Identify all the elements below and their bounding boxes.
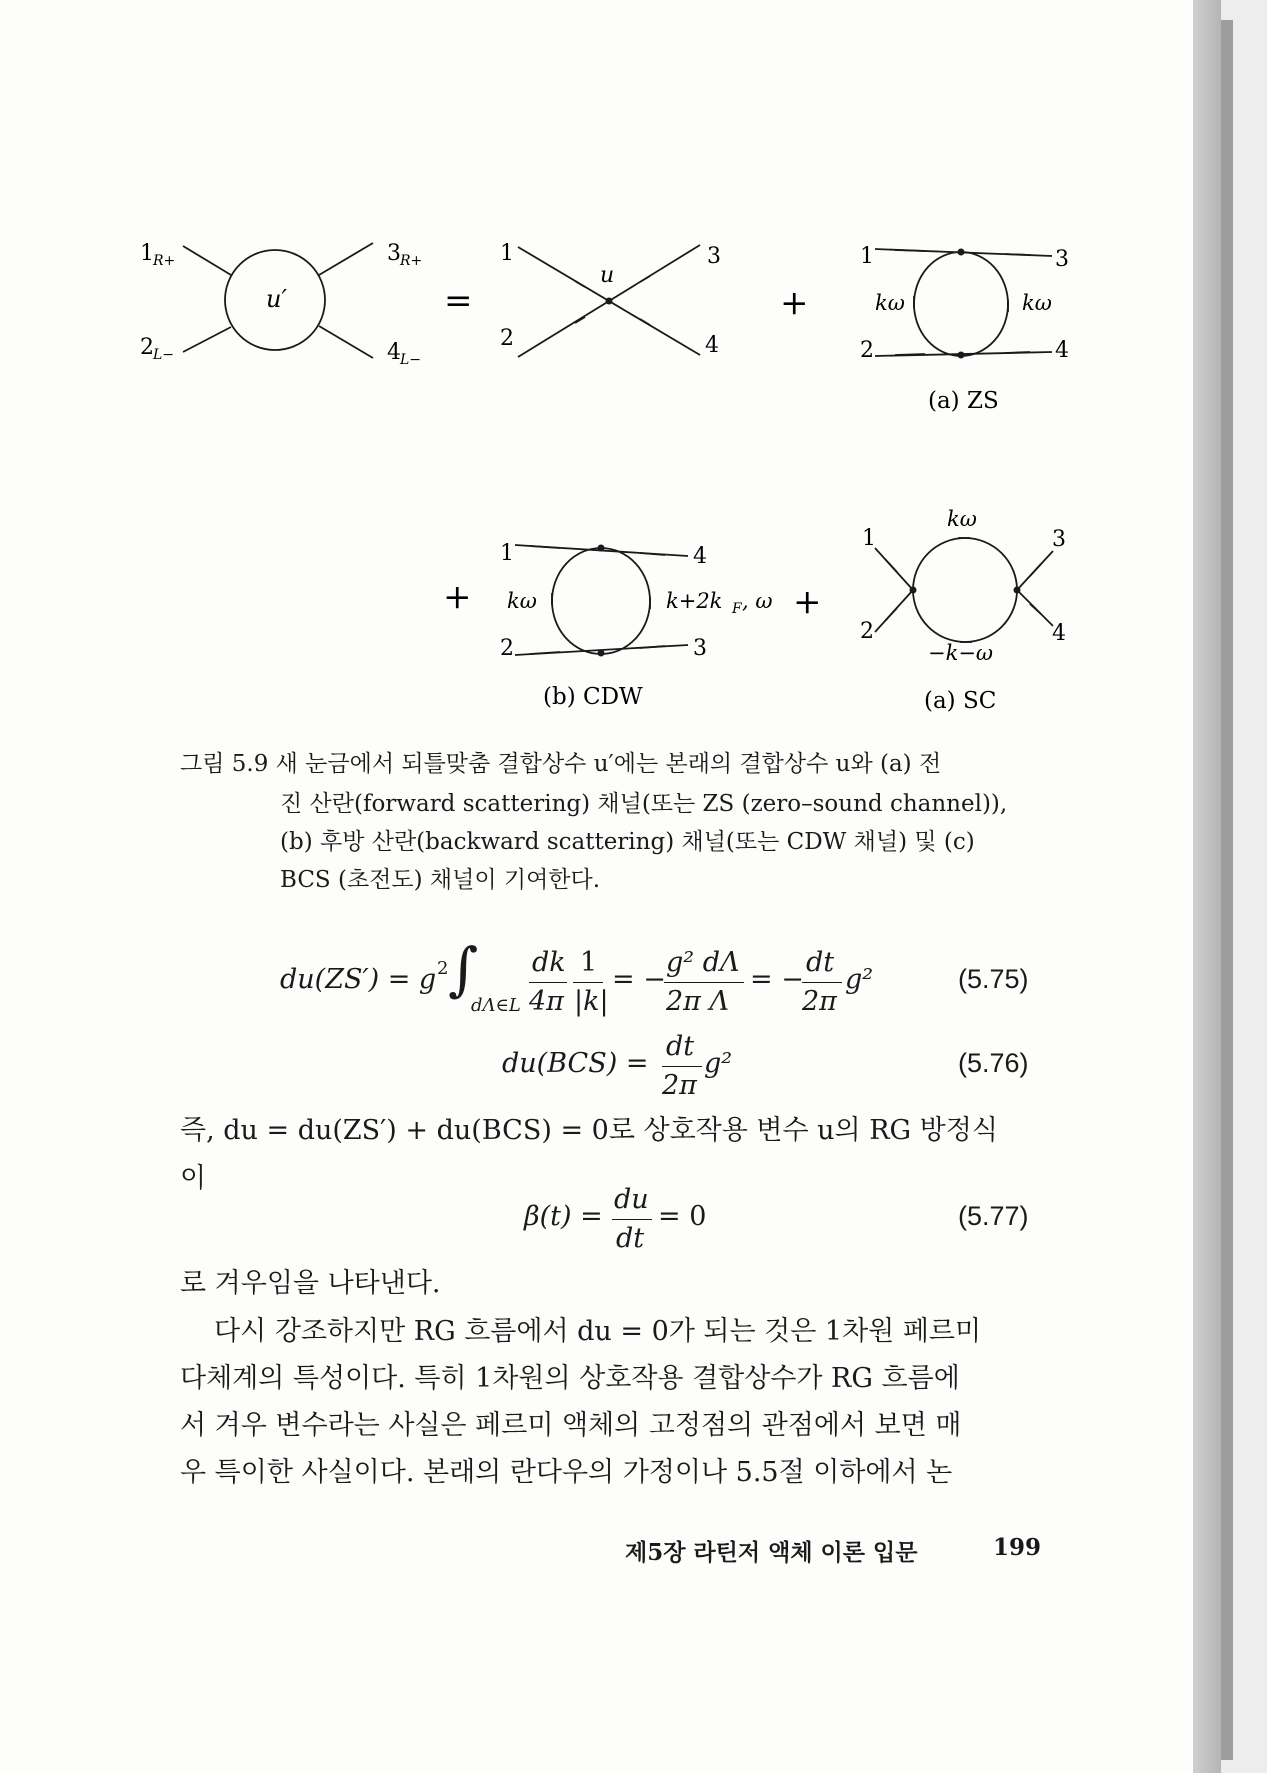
zs-left-momentum: kω [875, 291, 905, 315]
eq577-tail: = 0 [658, 1201, 707, 1232]
eq577-bar [612, 1219, 652, 1220]
equals-sign: = [444, 281, 473, 321]
caption-line-1: 그림 5.9 새 눈금에서 되틀맞춤 결합상수 u′에는 본래의 결합상수 u와 (a) 전 [180, 751, 942, 777]
eq575-f4-num: dt [806, 947, 835, 978]
eq576-number: (5.76) [958, 1048, 1029, 1078]
cdw-label-4: 4 [693, 544, 707, 569]
eq577-den: dt [616, 1223, 645, 1254]
sc-label-4: 4 [1052, 621, 1066, 646]
tree-label-1: 1 [500, 241, 514, 266]
plus-sign-2: + [443, 577, 472, 617]
sc-label-1: 1 [862, 526, 876, 551]
feynman-diagrams [0, 0, 1193, 720]
body-p2-line-2: 다체계의 특성이다. 특히 1차원의 상호작용 결합상수가 RG 흐름에 [180, 1363, 960, 1394]
caption-line-4: BCS (초전도) 채널이 기여한다. [280, 867, 601, 893]
tree-label-4: 4 [705, 333, 719, 358]
eq575-g-exponent: 2 [437, 958, 449, 979]
body-p1-line-1: 즉, du = du(ZS′) + du(BCS) = 0로 상호작용 변수 u의 RG 방정식 [180, 1115, 998, 1146]
tree-coupling-label: u [600, 263, 615, 288]
lhs-label-3: 3 [387, 241, 401, 266]
eq575-f3-den: 2π Λ [666, 986, 730, 1017]
plus-sign-1: + [780, 283, 809, 323]
cdw-right-momentum-tail: , ω [742, 589, 773, 613]
eq575-f1-den: 4π [529, 986, 564, 1017]
book-spine [1221, 20, 1233, 1760]
zs-label-4: 4 [1055, 338, 1069, 363]
lhs-label-4: 4 [387, 340, 401, 365]
sc-label-3: 3 [1052, 527, 1066, 552]
sc-bottom-momentum: −k−ω [928, 641, 994, 665]
sc-bubble [913, 538, 1017, 642]
eq576-tail: g² [704, 1048, 733, 1079]
cdw-caption: (b) CDW [543, 684, 643, 710]
lhs-leg-1 [183, 246, 231, 275]
lhs-leg-4 [319, 326, 373, 358]
lhs-label-1-sub: R+ [153, 253, 176, 269]
eq575-f1-num: dk [532, 947, 566, 978]
eq576-den: 2π [662, 1070, 697, 1101]
eq575-f3-bar [664, 982, 744, 983]
lhs-leg-2 [183, 327, 231, 352]
eq576-bar [662, 1066, 702, 1067]
cdw-label-3: 3 [693, 636, 707, 661]
caption-line-2: 진 산란(forward scattering) 채널(또는 ZS (zero–sound channel)), [280, 791, 1008, 817]
page-number: 199 [993, 1534, 1042, 1561]
body-p1-line-2: 이 [180, 1163, 207, 1194]
eq577-lhs: β(t) = [524, 1201, 603, 1232]
cdw-right-momentum: k+2k [666, 589, 723, 613]
zs-label-2: 2 [860, 338, 874, 363]
eq575-f3-num: g² dΛ [666, 947, 740, 978]
sc-top-momentum: kω [947, 507, 977, 531]
lhs-label-2: 2 [140, 335, 154, 360]
eq575-tail: g² [845, 964, 874, 995]
lhs-label-2-sub: L− [153, 347, 175, 363]
eq575-f2-bar [573, 982, 603, 983]
eq575-f4-bar [802, 982, 842, 983]
eq575-f1-bar [529, 982, 567, 983]
eq576-num: dt [666, 1031, 695, 1062]
eq575-equals-2: = − [750, 964, 804, 995]
lhs-label-3-sub: R+ [400, 253, 423, 269]
zs-label-3: 3 [1055, 247, 1069, 272]
zs-bubble [914, 252, 1008, 356]
sc-label-2: 2 [860, 619, 874, 644]
eq576-lhs: du(BCS) = [502, 1048, 649, 1079]
lhs-leg-3 [319, 243, 373, 275]
tree-label-2: 2 [500, 326, 514, 351]
cdw-bubble [552, 548, 650, 654]
body-p1-line-3: 로 겨우임을 나타낸다. [180, 1268, 441, 1299]
body-p2-line-1: 다시 강조하지만 RG 흐름에서 du = 0가 되는 것은 1차원 페르미 [214, 1316, 982, 1347]
integral-sign: ∫ [448, 935, 479, 1003]
body-p2-line-3: 서 겨우 변수라는 사실은 페르미 액체의 고정점의 관점에서 보면 매 [180, 1410, 962, 1441]
lhs-label-4-sub: L− [400, 352, 422, 368]
eq575-f2-num: 1 [580, 947, 598, 978]
cdw-label-1: 1 [500, 541, 514, 566]
cdw-label-2: 2 [500, 636, 514, 661]
sc-caption: (a) SC [924, 688, 997, 714]
zs-caption: (a) ZS [928, 388, 999, 414]
caption-line-3: (b) 후방 산란(backward scattering) 채널(또는 CDW 채널) 및 (c) [280, 829, 975, 855]
lhs-vertex-label: u′ [266, 285, 287, 313]
page-edge-shadow [1193, 0, 1221, 1773]
body-p2-line-4: 우 특이한 사실이다. 본래의 란다우의 가정이나 5.5절 이하에서 논 [180, 1457, 953, 1488]
zs-label-1: 1 [860, 244, 874, 269]
chapter-title: 제5장 라틴저 액체 이론 입문 [625, 1539, 918, 1566]
plus-sign-3: + [793, 582, 822, 622]
eq575-f2-den: |k| [574, 986, 609, 1017]
eq575-integral-domain: dΛ∈L [471, 995, 521, 1016]
lhs-label-1: 1 [140, 241, 154, 266]
cdw-right-momentum-sub: F [732, 601, 742, 617]
eq575-number: (5.75) [958, 964, 1029, 994]
eq575-equals-1: = − [612, 964, 666, 995]
eq577-num: du [614, 1184, 649, 1215]
eq575-lhs: du(ZS′) = g [280, 964, 437, 995]
eq577-number: (5.77) [958, 1201, 1029, 1231]
zs-right-momentum: kω [1022, 291, 1052, 315]
eq575-f4-den: 2π [802, 986, 837, 1017]
cdw-left-momentum: kω [507, 589, 537, 613]
tree-label-3: 3 [707, 244, 721, 269]
